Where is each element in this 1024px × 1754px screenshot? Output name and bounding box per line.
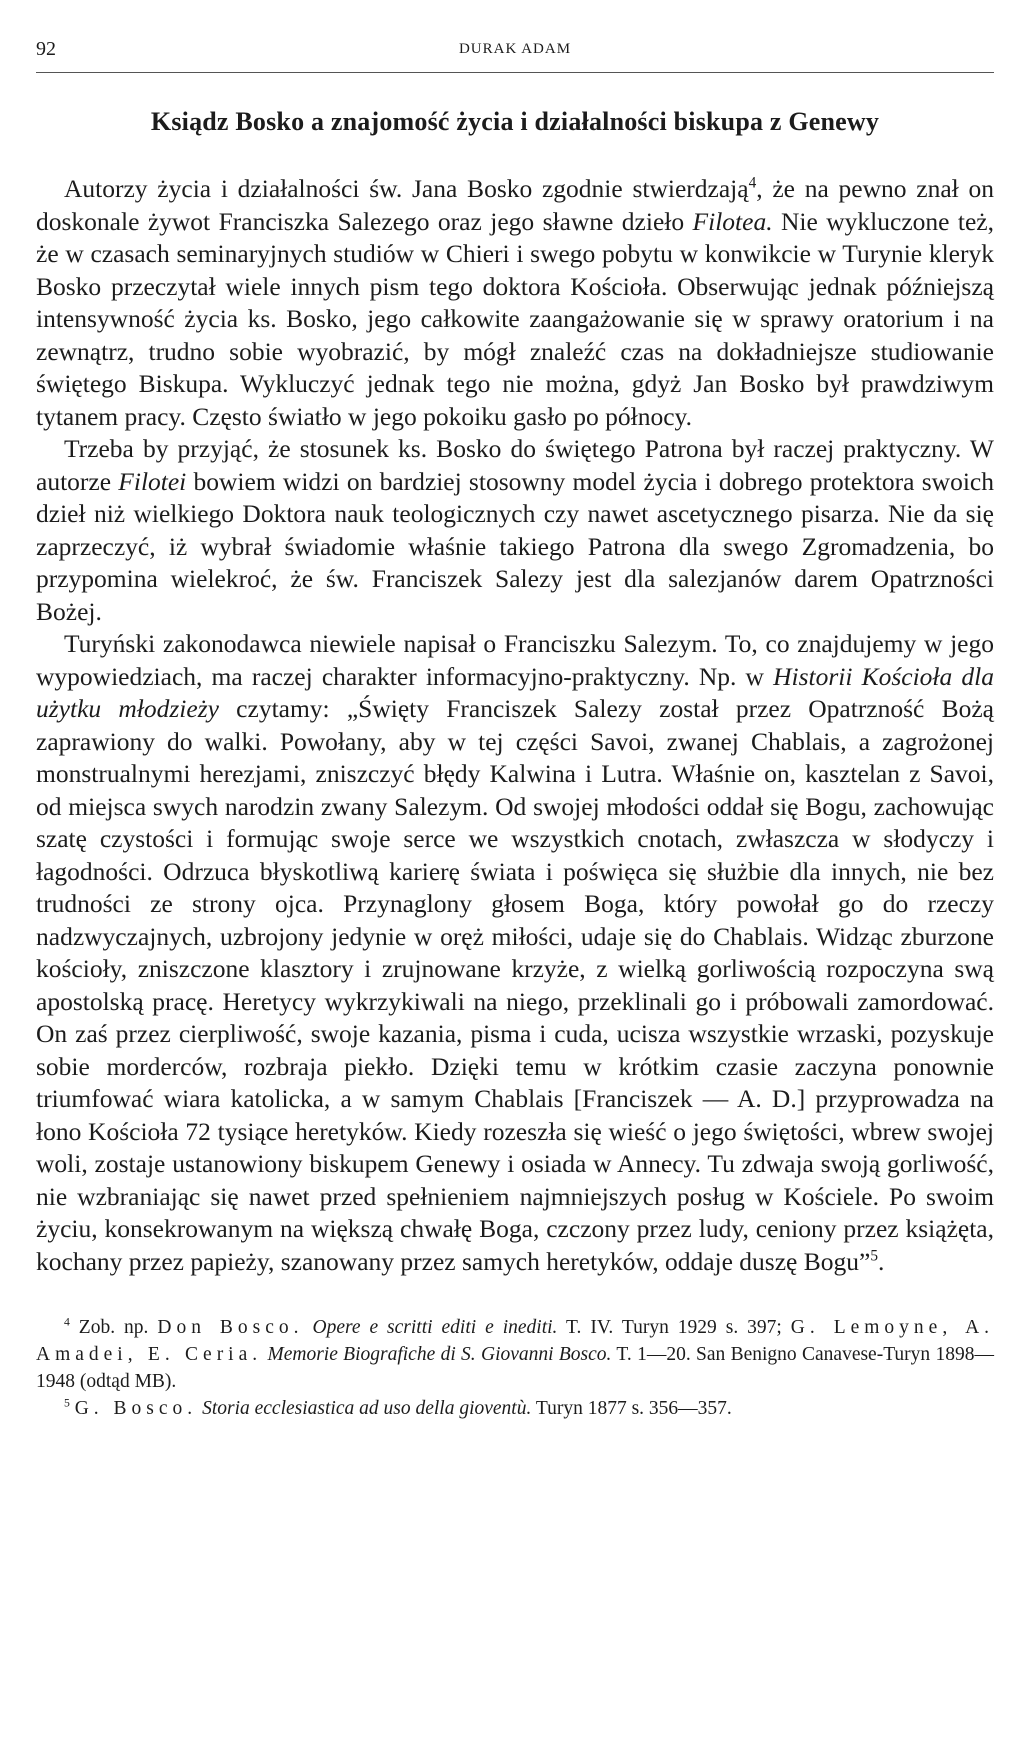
section-title: Ksiądz Bosko a znajomość życia i działalności biskupa z Genewy [150, 107, 880, 136]
paragraph-text: , że na pewno znał on doskonale żywot Franciszka Salezego oraz jego sławne dzieło [36, 174, 994, 236]
footnote-mark: 4 [64, 1315, 70, 1329]
page-number: 92 [36, 38, 56, 60]
paragraph-text: Autorzy życia i działalności św. Jana Bosko zgodnie stwierdzają [64, 174, 749, 203]
footnote-mark: 5 [64, 1396, 70, 1410]
paragraph-1 [36, 173, 994, 433]
title-italic: Filotei [118, 466, 187, 496]
running-head [36, 38, 994, 73]
title-italic: Filotea. [692, 206, 773, 236]
paragraph-text: Trzeba by przyjąć, że stosunek ks. Bosko do świętego Patrona był raczej praktyczny. W autorze [36, 434, 994, 496]
paragraph-2 [36, 433, 994, 628]
footnote-ref-4[interactable]: 4 [748, 174, 757, 192]
footnotes [36, 1314, 994, 1422]
paragraph-text: czytamy: „Święty Franciszek Salezy został przez Opatrzność Bożą zaprawiony do walki. Powołany, aby w tej części Savoi, zwanej Chablais, a zagrożonej monstrualnymi herezjami, zniszczyć błędy Kalwina i Lutra. Właśnie on, kasztelan z Savoi, od miejsca swych narodzin zwany Salezym. Od swojej młodości oddał się Bogu, zachowując szatę czystości i formując swoje serce we wszystkich cnotach, zwłaszcza w słodyczy i łagodności. Odrzuca błyskotliwą karierę świata i poświęca się służbie dla innych, nie bez trudności ze strony ojca. Przynaglony głosem Boga, który powołał go do rzeczy nadzwyczajnych, uzbrojony jedynie w oręż miłości, udaje się do Chablais. Widząc zburzone kościoły, zniszczone klasztory i zrujnowane krzyże, z wielką gorliwością rozpoczyna swą apostolską pracę. Heretycy wykrzykiwali na niego, przeklinali go i próbowali zamordować. On zaś przez cierpliwość, swoje kazania, pisma i cuda, ucisza wszystkie wrzaski, pozyskuje sobie morderców, rozbraja piekło. Dzięki temu w krótkim czasie zaczyna ponownie triumfować wiara katolicka, a w samym Chablais [Franciszek — A. D.] przyprowadza na łono Kościoła 72 tysiące heretyków. Kiedy rozeszła się wieść o jego świętości, wbrew swojej woli, zostaje ustanowiony biskupem Genewy i osiada w Annecy. Tu zdwaja swoją gorliwość, nie wzbraniając się nawet przed spełnieniem najmniejszych posług w Kościele. Po swoim życiu, konsekrowanym na większą chwałę Boga, czczony przez ludy, ceniony przez książęta, kochany przez papieży, szanowany przez samych heretyków, oddaje duszę Bogu” [36, 694, 994, 1276]
author-name: G. Bosco. [74, 1398, 198, 1419]
author-name: Don Bosco. [157, 1317, 304, 1338]
footnote-text: Turyn 1877 s. 356—357. [535, 1398, 732, 1419]
work-title: Storia ecclesiastica ad uso della gioventù. [202, 1398, 532, 1419]
footnote-ref-5[interactable]: 5 [870, 1247, 878, 1264]
page [0, 38, 1024, 1754]
footnote-text: Zob. np. [78, 1317, 149, 1338]
paragraph-text: Turyński zakonodawca niewiele napisał o Franciszku Salezym. To, co znajdujemy w jego wypowiedziach, ma raczej charakter informacyjno-praktyczny. Np. w [36, 629, 994, 691]
author-names: G. Lemoyne, A. Amadei, E. Ceria. [36, 1317, 995, 1365]
title-italic: Historii Kościoła dla użytku młodzieży [36, 661, 994, 723]
footnote-text: T. 1—20. San Benigno Canavese-Turyn 1898—1948 (odtąd MB). [36, 1344, 995, 1392]
running-title: DURAK ADAM [458, 41, 572, 57]
paragraph-3 [36, 628, 994, 1278]
footnote-5 [36, 1395, 994, 1422]
body-text [36, 173, 994, 1278]
paragraph-text: Nie wykluczone też, że w czasach seminaryjnych studiów w Chieri i swego pobytu w konwikcie w Turynie kleryk Bosko przeczytał wiele innych pism tego doktora Kościoła. Obserwując jednak późniejszą intensywność życia ks. Bosko, jego całkowite zaangażowanie się w sprawy oratorium i na zewnątrz, trudno sobie wyobrazić, by mógł znaleźć czas na dokładniejsze studiowanie świętego Biskupa. Wykluczyć jednak tego nie można, gdyż Jan Bosko był prawdziwym tytanem pracy. Często światło w jego pokoiku gasło po północy. [36, 206, 994, 431]
footnote-4 [36, 1314, 994, 1395]
paragraph-text: . [877, 1246, 885, 1276]
paragraph-text: bowiem widzi on bardziej stosowny model życia i dobrego protektora swoich dzieł niż wielkiego Doktora nauk teologicznych czy nawet ascetycznego pisarza. Nie da się zaprzeczyć, iż wybrał świadomie właśnie takiego Patrona dla swego Zgromadzenia, bo przypomina wielekroć, że św. Franciszek Salezy jest dla salezjanów darem Opatrzności Bożej. [36, 466, 994, 626]
work-title: Opere e scritti editi e inediti. [312, 1317, 558, 1338]
work-title: Memorie Biografiche di S. Giovanni Bosco. [267, 1344, 612, 1365]
footnote-text: T. IV. Turyn 1929 s. 397; [566, 1317, 782, 1338]
